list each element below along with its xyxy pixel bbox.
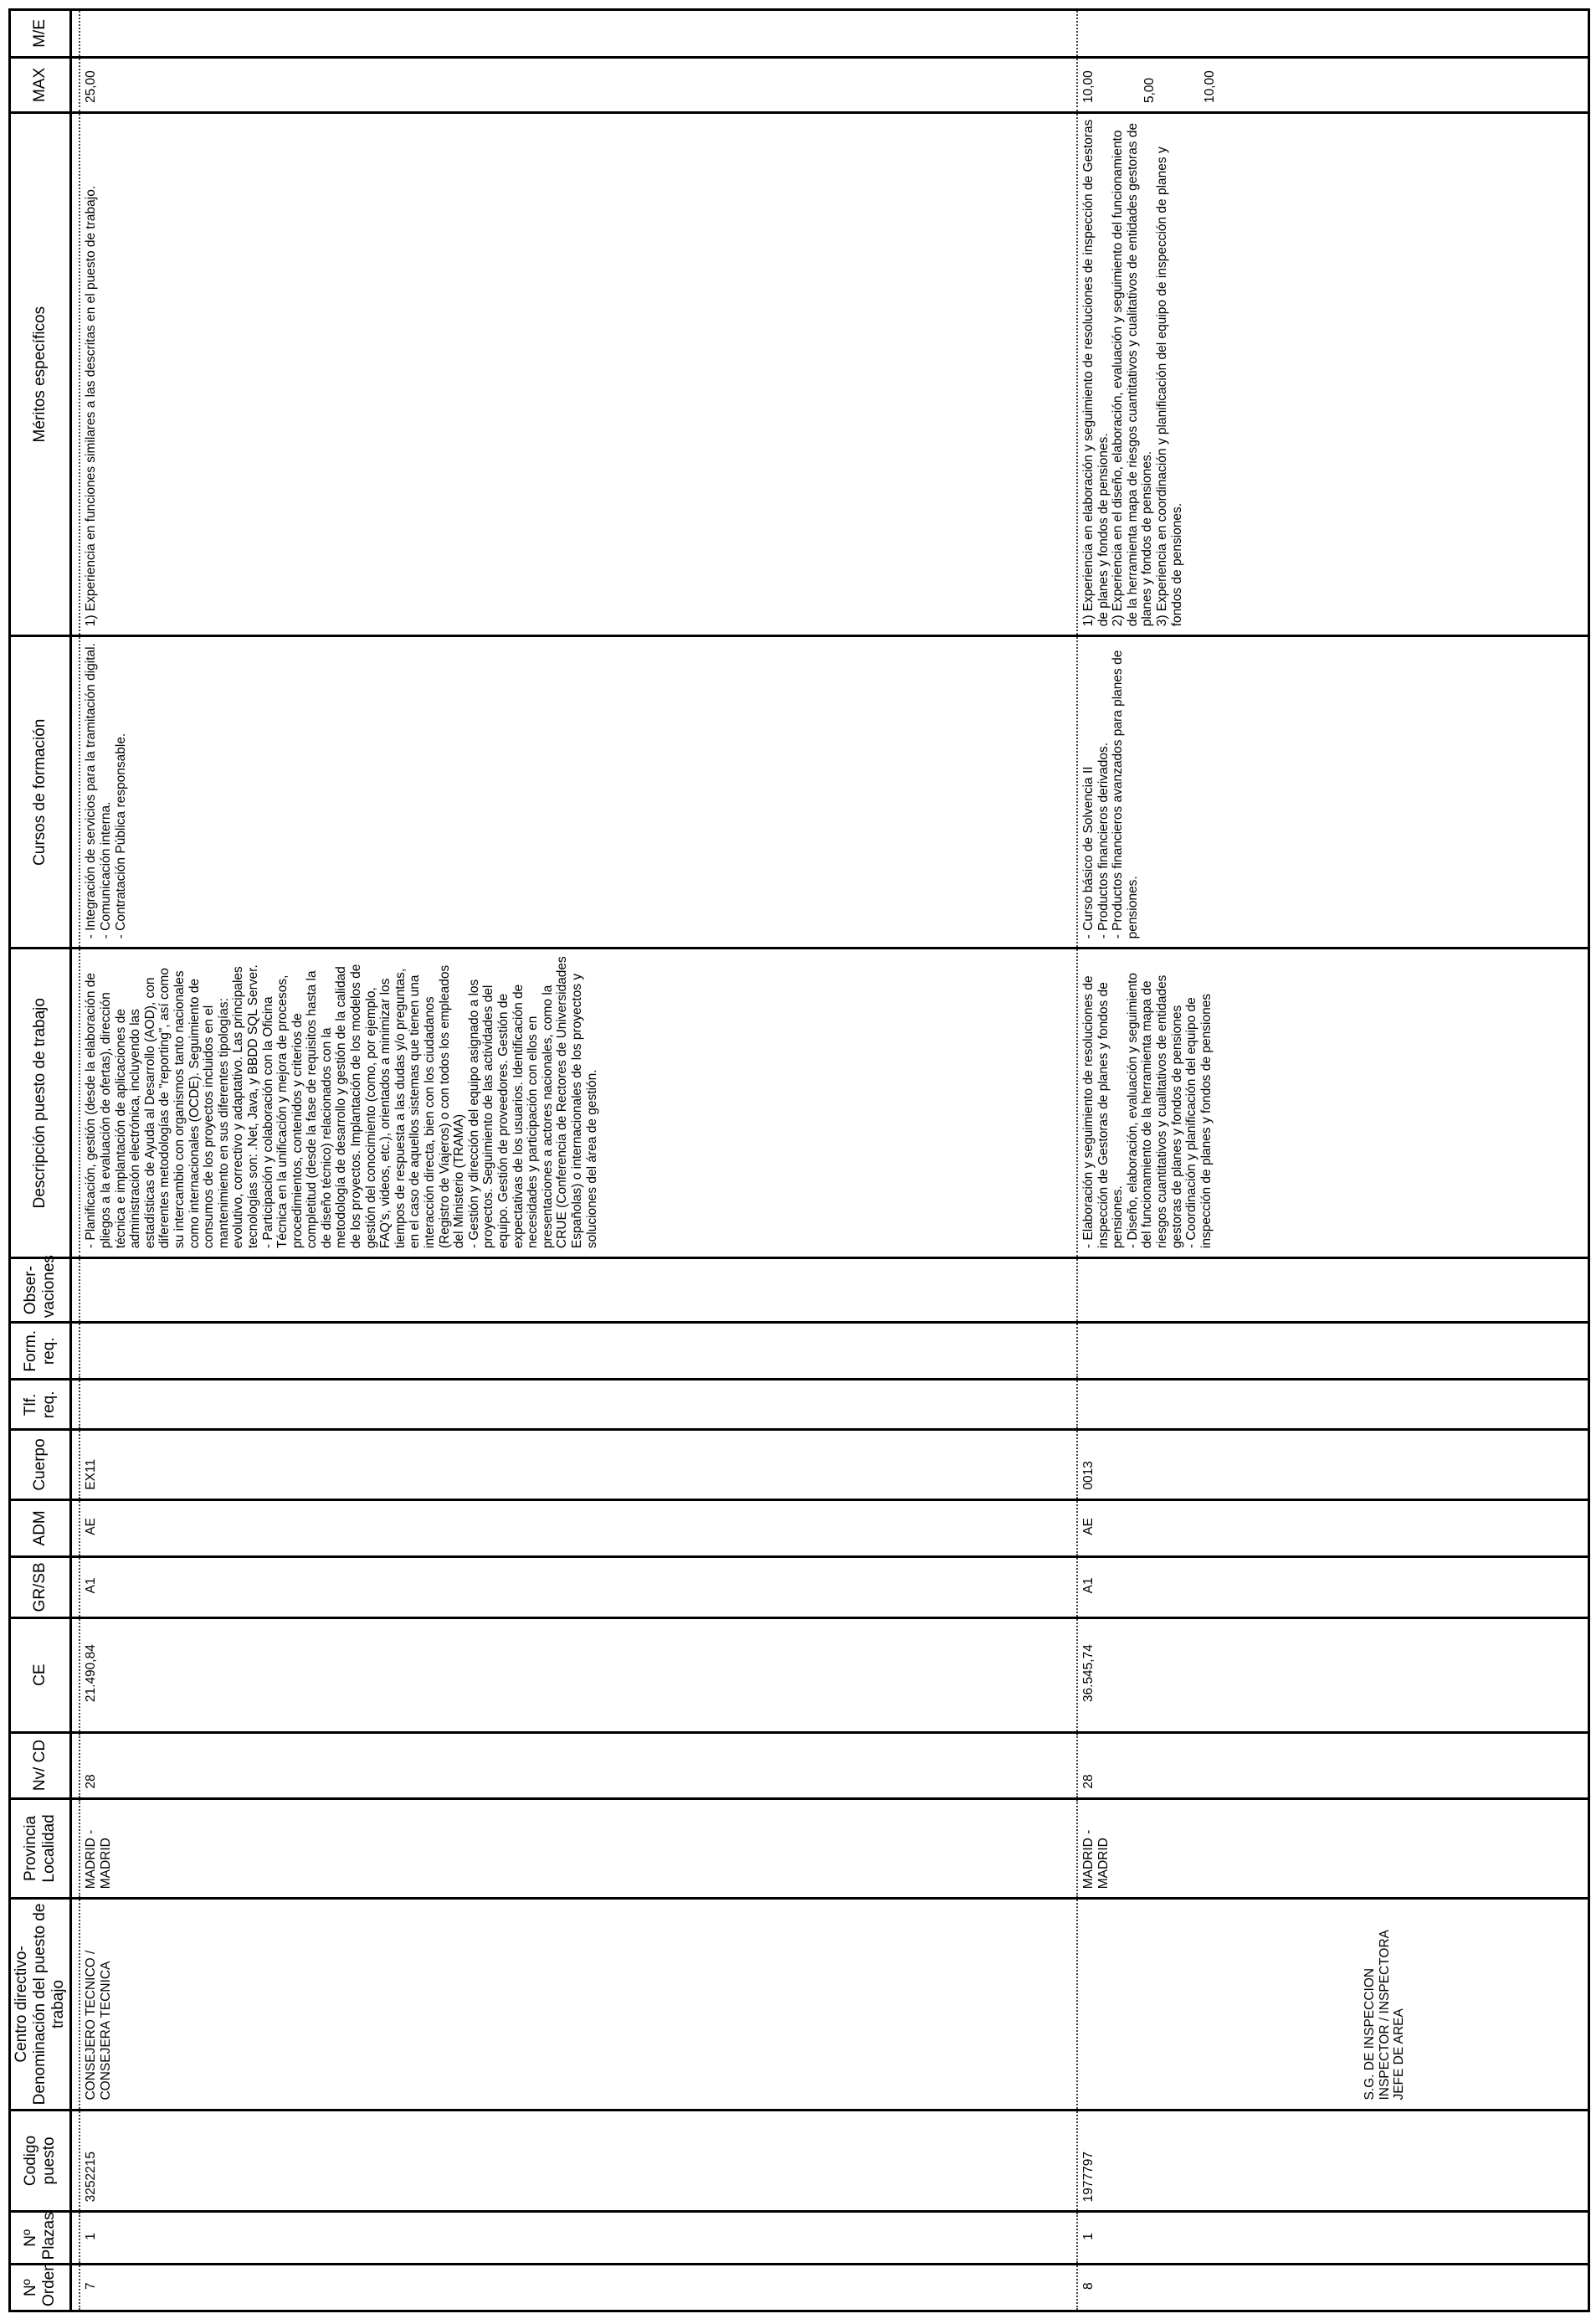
observaciones-cell [1077,1258,1588,1323]
spacer-row [71,10,80,2311]
positions-table [8,8,1590,2312]
titulacion-cell [80,1380,1063,1430]
cursos-cell: - Integración de servicios para la tramitación digital. - Comunicación interna. - Contratación Pública responsable. [80,636,1063,949]
observaciones-cell [80,1258,1063,1323]
header-meritos: Méritos específicos [10,113,71,636]
spacer-row [1063,10,1077,2311]
descripcion-cell: - Planificación, gestión (desde la elaboración de pliegos a la evaluación de ofertas), dirección técnica e implantación de aplicaciones de administración electrónica, incluyendo las estadísticas de Ayuda al Desarrollo (AOD), con diferentes metodologías de "reporting", así como su intercambio con organismos tanto nacionales como internacionales (OCDE). Seguimiento de consumos de los proyectos incluidos en el mantenimiento en sus diferentes tipologías: evolutivo, correctivo y adaptativo. Las principales tecnologías son: .Net, Java, y BBDD SQL Server. - Participación y colaboración con la Oficina Técnica en la unificación y mejora de procesos, procedimientos, contenidos y criterios de completitud (desde la fase de requisitos hasta la de diseño técnico) relacionados con la metodología de desarrollo y gestión de la calidad de los proyectos. Implantación de los modelos de gestión del conocimiento (como, por ejemplo, FAQ's, videos, etc.), orientados a minimizar los tiempos de respuesta a las dudas y/o preguntas, en el caso de aquellos sistemas que tienen una interacción directa, bien con los ciudadanos (Registro de Viajeros) o con todos los empleados del Ministerio (TRAMA) - Gestión y dirección del equipo asignado a los proyectos. Seguimiento de las actividades del equipo. Gestión de proveedores. Gestión de expectativas de los usuarios. Identificación de necesidades y participación con ellos en presentaciones a actores nacionales, como la CRUE (Conferencia de Rectores de Universidades Españolas) o internacionales de los proyectos y soluciones del área de gestión. [80,949,1063,1258]
me-cell [1077,10,1588,58]
formacion-cell [1077,1323,1588,1380]
header-plazas: Nº Plazas [10,2212,71,2265]
centro-cell [1077,1899,1588,2110]
header-cursos: Cursos de formación [10,636,71,949]
codigo-cell: 3252215 [80,2110,1063,2212]
header-descripcion: Descripción puesto de trabajo [10,949,71,1258]
header-provincia: Provincia Localidad [10,1798,71,1899]
header-observaciones: Obser- vaciones [10,1258,71,1323]
centro-directivo: S.G. DE INSPECCION [1363,1967,1378,2100]
ce-cell: 36.545,74 [1077,1617,1588,1732]
header-formacion: Form. req. [10,1323,71,1380]
denominacion: INSPECTOR / INSPECTORA JEFE DE AREA [1377,1930,1407,2100]
table-row [80,10,1063,2311]
descripcion-cell: - Elaboración y seguimiento de resoluciones de inspección de Gestoras de planes y fondos de pensiones. - Diseño, elaboración, evaluación y seguimiento del funcionamiento de la herramienta mapa de riesgos cuantitativos y cualitativos de entidades gestoras de planes y fondos de pensiones - Coordinación y planificación del equipo de inspección de planes y fondos de pensiones [1077,949,1588,1258]
provincia-cell: MADRID - MADRID [80,1798,1063,1899]
max-value: 5,00 [1142,77,1157,104]
codigo-cell: 1977797 [1077,2110,1588,2212]
max-cell: 25,00 [80,57,1063,112]
cuerpo-cell: EX11 [80,1430,1063,1499]
cuerpo-cell: 0013 [1077,1430,1588,1499]
header-ce: CE [10,1617,71,1732]
me-cell [80,10,1063,58]
orden-cell: 7 [80,2265,1063,2311]
grupo-cell: A1 [80,1557,1063,1618]
header-adm: ADM [10,1499,71,1556]
plazas-cell: 1 [1077,2212,1588,2265]
max-value: 10,00 [1203,70,1218,104]
table-row [1077,10,1588,2311]
max-cell [1077,57,1588,112]
header-me: M/E [10,10,71,58]
nivel-cell: 28 [80,1732,1063,1798]
header-max: MAX [10,57,71,112]
header-codigo: Codigo puesto [10,2110,71,2212]
orden-cell: 8 [1077,2265,1588,2311]
meritos-cell: 1) Experiencia en funciones similares a las descritas en el puesto de trabajo. [80,113,1063,636]
header-titulacion: Tlf. req. [10,1380,71,1430]
header-row [10,10,71,2311]
header-grupo: GR/SB [10,1557,71,1618]
plazas-cell: 1 [80,2212,1063,2265]
formacion-cell [80,1323,1063,1380]
adm-cell: AE [80,1499,1063,1556]
header-cuerpo: Cuerpo [10,1430,71,1499]
meritos-cell: 1) Experiencia en elaboración y seguimiento de resoluciones de inspección de Gestoras de planes y fondos de pensiones. 2) Experiencia en el diseño, elaboración, evaluación y seguimiento del funcionamiento de la herramienta mapa de riesgos cuantitativos y cualitativos de entidades gestoras de planes y fondos de pensiones. 3) Experiencia en coordinación y planificación del equipo de inspección de planes y fondos de pensiones. [1077,113,1588,636]
header-nivel: Nv/ CD [10,1732,71,1798]
nivel-cell: 28 [1077,1732,1588,1798]
max-value: 10,00 [1081,70,1096,104]
cursos-cell: - Curso básico de Solvencia II - Productos financieros derivados. - Productos financieros avanzados para planes de pensiones. [1077,636,1588,949]
adm-cell: AE [1077,1499,1588,1556]
header-centro: Centro directivo- Denominación del puesto de trabajo [10,1899,71,2110]
grupo-cell: A1 [1077,1557,1588,1618]
titulacion-cell [1077,1380,1588,1430]
provincia-cell: MADRID - MADRID [1077,1798,1588,1899]
ce-cell: 21.490,84 [80,1617,1063,1732]
header-orden: Nº Orden [10,2265,71,2311]
centro-cell [80,1899,1063,2110]
denominacion: CONSEJERO TECNICO / CONSEJERA TECNICA [84,1950,113,2100]
